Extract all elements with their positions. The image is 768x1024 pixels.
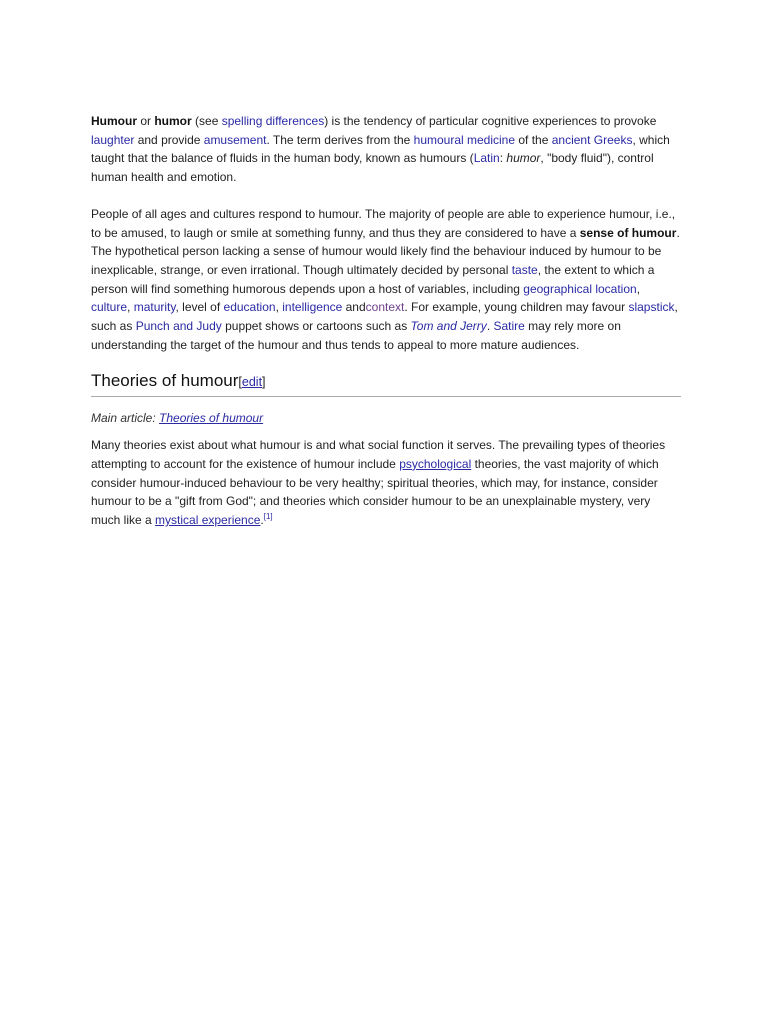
term-humour: Humour <box>91 114 137 128</box>
link-ancient-greeks[interactable]: ancient Greeks <box>551 132 633 147</box>
sense-of-humour-paragraph: People of all ages and cultures respond to humour. The majority of people are able to experience humour, i.e., to be amused, to laugh or smile at something funny, and thus they are considered to have a sense of humour. The hypothetical person lacking a sense of humour would likely find the behaviour induced by humour to be inexplicable, strange, or even irrational. Though ultimately decided by personal taste, the extent to which a person will find something humorous depends upon a host of variables, including geographical location, culture, maturity, level of education, intelligence andcontext. For example, young children may favour slapstick, such as Punch and Judy puppet shows or cartoons such as Tom and Jerry. Satire may rely more on understanding the target of the humour and thus tends to appeal to more mature audiences. <box>91 206 680 352</box>
link-context[interactable]: context <box>365 300 405 315</box>
link-tom-and-jerry[interactable] <box>411 319 487 333</box>
link-punch-and-judy[interactable]: Punch and Judy <box>135 319 222 334</box>
term-humor-latin: humor <box>506 151 541 166</box>
link-slapstick[interactable]: slapstick <box>628 300 675 315</box>
theories-paragraph: Many theories exist about what humour is and what social function it serves. The prevailing types of theories attempting to account for the existence of humour include psychological theories, the vast majority of which consider humour-induced behaviour to be very healthy; spiritual theories, which may, for instance, consider humour to be a "gift from God"; and theories which consider humour to be an unexplainable mystery, very much like a mystical experience.[1] <box>91 438 666 527</box>
main-article-hatnote: Main article: Theories of humour <box>91 411 264 426</box>
link-geographical-location[interactable]: geographical location <box>523 281 637 296</box>
link-spelling-differences[interactable]: spelling differences <box>221 114 325 128</box>
link-taste[interactable]: taste <box>511 262 538 277</box>
article-content <box>91 112 681 530</box>
edit-section: [edit] <box>238 375 266 390</box>
section-heading-theories <box>91 370 681 397</box>
link-maturity[interactable]: maturity <box>133 300 176 315</box>
link-psychological[interactable]: psychological <box>399 456 472 471</box>
link-intelligence[interactable]: intelligence <box>282 300 343 315</box>
term-sense-of-humour: sense of humour <box>579 225 677 240</box>
link-laughter[interactable]: laughter <box>91 132 135 147</box>
intro-paragraph: Humour or humor (see spelling differences) is the tendency of particular cognitive experiences to provoke laughter and provide amusement. The term derives from the humoural medicine of the ancient Greeks, which taught that the balance of fluids in the human body, known as humours (Latin: humor, "body fluid"), control human health and emotion. <box>91 114 670 185</box>
edit-link[interactable]: edit <box>241 375 263 390</box>
section-heading-text: Theories of humour <box>91 371 239 391</box>
link-theories-of-humour[interactable]: Theories of humour <box>159 411 264 426</box>
term-humor: humor <box>154 114 192 128</box>
link-culture[interactable]: culture <box>91 300 128 315</box>
link-tom-and-jerry-label: Tom and Jerry <box>410 319 487 334</box>
link-satire[interactable]: Satire <box>493 319 525 334</box>
link-mystical-experience[interactable]: mystical experience <box>155 512 261 527</box>
link-humoural-medicine[interactable]: humoural medicine <box>413 132 516 147</box>
citation-ref <box>264 512 273 521</box>
link-education[interactable]: education <box>223 300 276 315</box>
link-latin[interactable]: Latin <box>473 151 500 166</box>
citation-link[interactable]: [1] <box>263 511 273 521</box>
link-amusement[interactable]: amusement <box>203 132 267 147</box>
